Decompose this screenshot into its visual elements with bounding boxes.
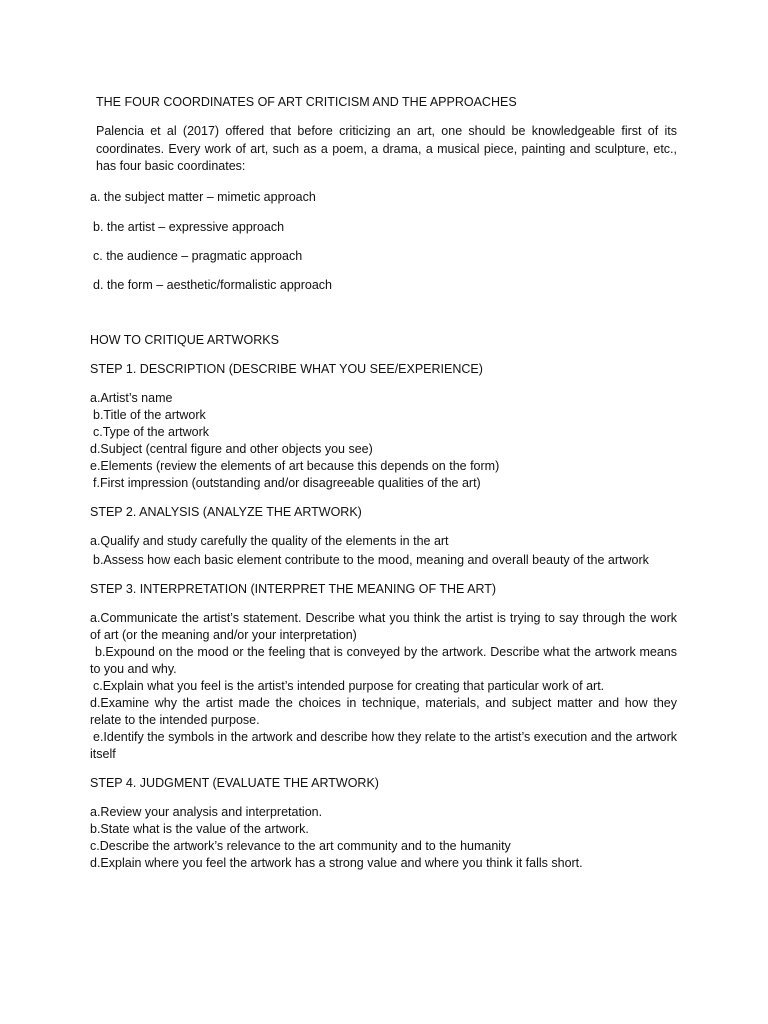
coordinate-item: d. the form – aesthetic/formalistic approach xyxy=(93,277,333,292)
list-item: e.Identify the symbols in the artwork and describe how they relate to the artist’s execution and the artwork itself xyxy=(90,729,677,761)
list-item: a.Artist’s name xyxy=(90,390,173,405)
list-item: b.Expound on the mood or the feeling that is conveyed by the artwork. Describe what the artwork means to you and why. xyxy=(90,644,677,676)
list-item: e.Elements (review the elements of art because this depends on the form) xyxy=(90,458,500,473)
document-title: THE FOUR COORDINATES OF ART CRITICISM AND THE APPROACHES xyxy=(96,95,517,109)
intro-paragraph: Palencia et al (2017) offered that before criticizing an art, one should be knowledgeable first of its coordinates. Every work of art, such as a poem, a drama, a musical piece, painting and sculpture, etc., has four basic coordinates: xyxy=(96,124,677,173)
list-item: d.Subject (central figure and other objects you see) xyxy=(90,441,373,456)
list-item: d.Examine why the artist made the choices in technique, materials, and subject matter and how they relate to the intended purpose. xyxy=(90,695,677,727)
list-item: d.Explain where you feel the artwork has a strong value and where you think it falls short. xyxy=(90,855,583,870)
list-item: f.First impression (outstanding and/or disagreeable qualities of the art) xyxy=(93,475,481,490)
step1-heading: STEP 1. DESCRIPTION (DESCRIBE WHAT YOU SEE/EXPERIENCE) xyxy=(90,361,483,376)
coordinate-item: c. the audience – pragmatic approach xyxy=(93,248,303,263)
list-item: b.State what is the value of the artwork. xyxy=(90,821,309,836)
document-page xyxy=(90,94,677,872)
list-item: b.Title of the artwork xyxy=(93,407,206,422)
step4-list xyxy=(90,804,677,872)
list-item: c.Explain what you feel is the artist’s intended purpose for creating that particular work of art. xyxy=(93,678,605,693)
step4-heading: STEP 4. JUDGMENT (EVALUATE THE ARTWORK) xyxy=(90,775,379,790)
step3-list xyxy=(90,610,677,763)
list-item: a.Communicate the artist’s statement. Describe what you think the artist is trying to say through the work of art (or the meaning and/or your interpretation) xyxy=(90,610,677,642)
list-item: b.Assess how each basic element contribute to the mood, meaning and overall beauty of the artwork xyxy=(93,552,649,567)
step1-list xyxy=(90,390,677,492)
step3-heading: STEP 3. INTERPRETATION (INTERPRET THE MEANING OF THE ART) xyxy=(90,581,497,596)
how-to-heading: HOW TO CRITIQUE ARTWORKS xyxy=(90,332,279,347)
step2-heading: STEP 2. ANALYSIS (ANALYZE THE ARTWORK) xyxy=(90,504,362,519)
list-item: a.Qualify and study carefully the quality of the elements in the art xyxy=(90,533,449,548)
step2-list xyxy=(90,533,677,569)
list-item: c.Type of the artwork xyxy=(93,424,210,439)
coordinate-item: b. the artist – expressive approach xyxy=(93,219,285,234)
coordinate-item: a. the subject matter – mimetic approach xyxy=(90,189,316,204)
list-item: a.Review your analysis and interpretation. xyxy=(90,804,323,819)
list-item: c.Describe the artwork’s relevance to the art community and to the humanity xyxy=(90,838,511,853)
